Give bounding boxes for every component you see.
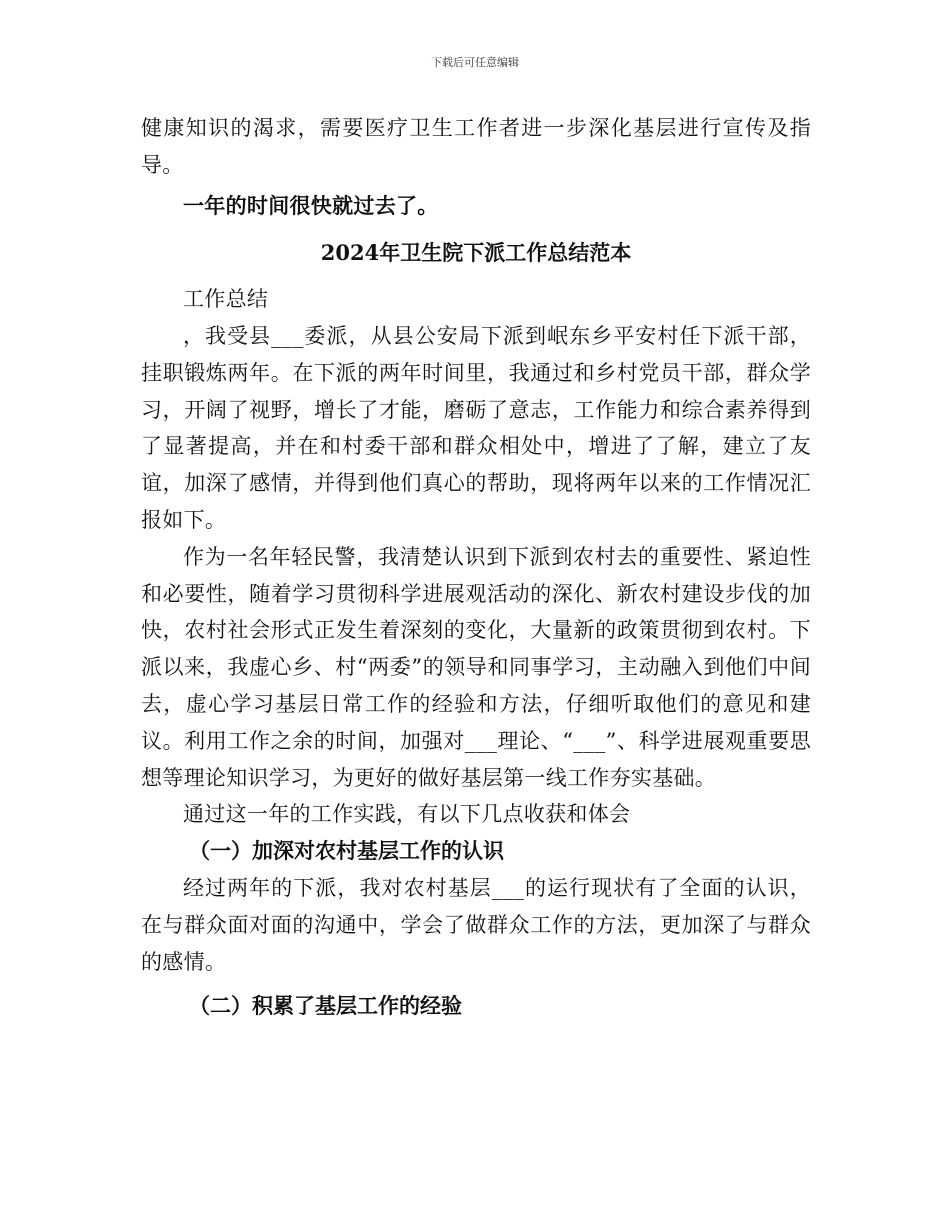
- section-heading-1: （一）加深对农村基层工作的认识: [189, 838, 504, 864]
- paragraph-continuation: 健康知识的渴求，需要医疗卫生工作者进一步深化基层进行宣传及指导。: [141, 116, 811, 177]
- document-title: 2024年卫生院下派工作总结范本: [320, 240, 632, 266]
- paragraph-harvest: 通过这一年的工作实践，有以下几点收获和体会: [183, 802, 631, 827]
- paragraph-year-passed: 一年的时间很快就过去了。: [183, 192, 439, 218]
- paragraph-section-1: 经过两年的下派，我对农村基层___的运行现状有了全面的认识，在与群众面对面的沟通中，学会了做群众工作的方法，更加深了与群众的感情。: [141, 875, 811, 974]
- section-heading-2: （二）积累了基层工作的经验: [189, 993, 462, 1019]
- paragraph-label: 工作总结: [183, 287, 269, 312]
- paragraph-police: 作为一名年轻民警，我清楚认识到下派到农村去的重要性、紧迫性和必要性，随着学习贯彻科学进展观活动的深化、新农村建设步伐的加快，农村社会形式正发生着深刻的变化，大量新的政策贯彻到农村。下派以来，我虚心乡、村“两委”的领导和同事学习，主动融入到他们中间去，虚心学习基层日常工作的经验和方法，仔细听取他们的意见和建议。利用工作之余的时间，加强对___理论、“___”、科学进展观重要思想等理论知识学习，为更好的做好基层第一线工作夯实基础。: [141, 544, 811, 790]
- document-body: [141, 110, 811, 1025]
- page-header-note: 下载后可任意编辑: [431, 56, 519, 69]
- paragraph-intro: ，我受县___委派，从县公安局下派到岷东乡平安村任下派干部，挂职锻炼两年。在下派的两年时间里，我通过和乡村党员干部，群众学习，开阔了视野，增长了才能，磨砺了意志，工作能力和综合素养得到了显著提高，并在和村委干部和群众相处中，增进了了解，建立了友谊，加深了感情，并得到他们真心的帮助，现将两年以来的工作情况汇报如下。: [141, 323, 811, 532]
